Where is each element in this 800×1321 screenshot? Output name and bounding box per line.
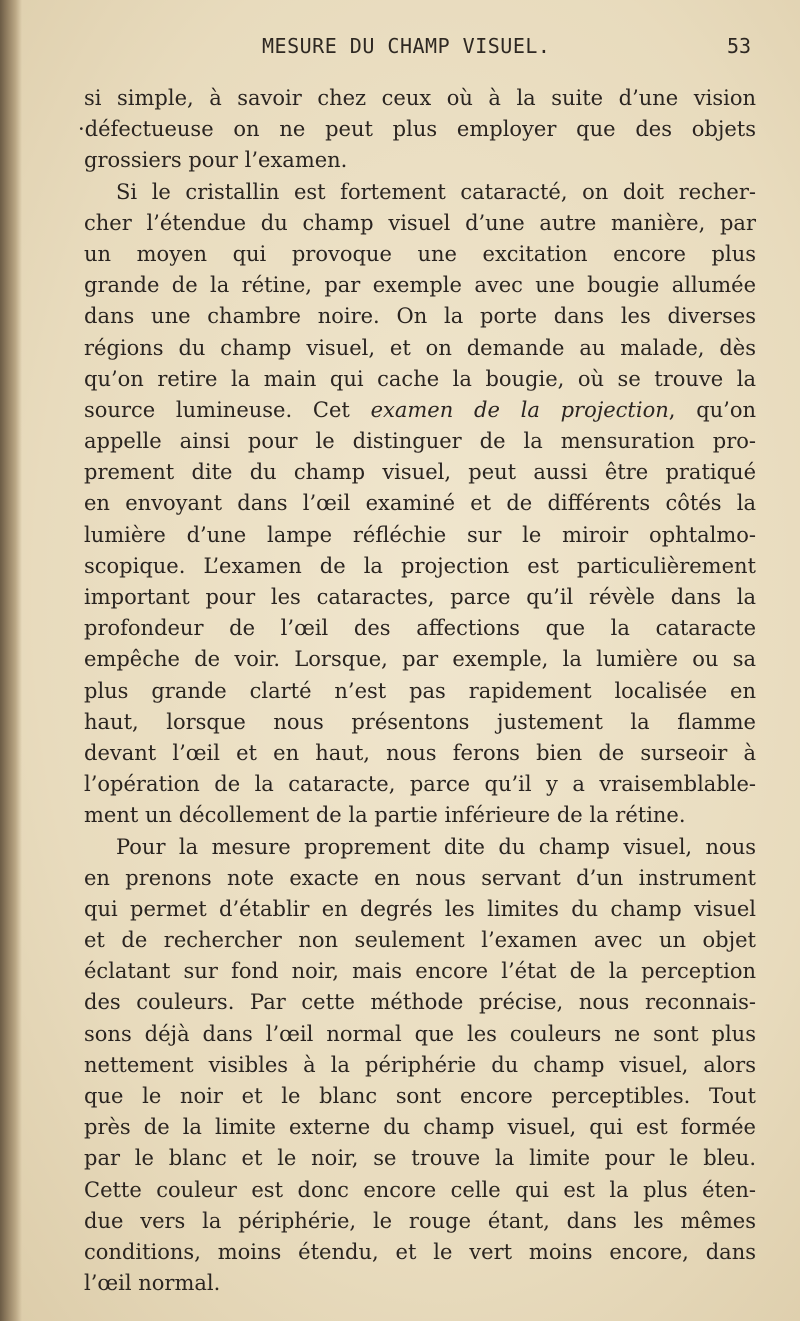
text-line: que le noir et le blanc sont encore perceptibles. Tout bbox=[84, 1084, 756, 1108]
text-line: prement dite du champ visuel, peut aussi être pratiqué bbox=[84, 460, 756, 485]
italic-term: examen de la projection bbox=[370, 397, 669, 422]
text-line: éclatant sur fond noir, mais encore l’état de la perception bbox=[84, 959, 756, 984]
text-line: un moyen qui provoque une excitation encore plus bbox=[84, 241, 756, 266]
page-number: 53 bbox=[727, 34, 752, 58]
text-line: Cette couleur est donc encore celle qui est la plus éten- bbox=[84, 1177, 756, 1202]
text-line: plus grande clarté n’est pas rapidement localisée en bbox=[84, 678, 756, 703]
text-line: l’œil normal. bbox=[84, 1271, 221, 1296]
text-line: empêche de voir. Lorsque, par exemple, la lumière ou sa bbox=[84, 647, 756, 672]
paragraph-start-line: Si le cristallin est fortement cataracté, on doit recher- bbox=[116, 179, 756, 204]
text-line: grossiers pour l’examen. bbox=[84, 148, 348, 173]
text-line: et de rechercher non seulement l’examen avec un objet bbox=[84, 928, 756, 953]
text-line: due vers la périphérie, le rouge étant, dans les mêmes bbox=[84, 1208, 756, 1233]
text-line: cher l’étendue du champ visuel d’une autre manière, par bbox=[84, 210, 756, 235]
text-segment: source lumineuse. Cet bbox=[84, 397, 371, 422]
text-line: près de la limite externe du champ visuel, qui est formée bbox=[84, 1115, 756, 1140]
text-line: ·défectueuse on ne peut plus employer que des objets bbox=[78, 117, 756, 142]
text-line: l’opération de la cataracte, parce qu’il y a vraisemblable- bbox=[84, 772, 756, 797]
text-line-with-italic bbox=[84, 395, 756, 426]
running-title: MESURE DU CHAMP VISUEL. bbox=[262, 34, 551, 58]
text-segment: , qu’on bbox=[668, 397, 756, 422]
text-line: qu’on retire la main qui cache la bougie, où se trouve la bbox=[84, 366, 756, 391]
text-line: si simple, à savoir chez ceux où à la suite d’une vision bbox=[84, 86, 756, 110]
body-text bbox=[78, 83, 756, 1299]
text-line: par le blanc et le noir, se trouve la limite pour le bleu. bbox=[84, 1146, 756, 1171]
text-line: conditions, moins étendu, et le vert moins encore, dans bbox=[84, 1239, 756, 1264]
text-line: haut, lorsque nous présentons justement la flamme bbox=[84, 709, 756, 734]
text-line: devant l’œil et en haut, nous ferons bien de surseoir à bbox=[84, 740, 756, 765]
text-line: scopique. L’examen de la projection est particulièrement bbox=[84, 553, 756, 578]
text-line: profondeur de l’œil des affections que la cataracte bbox=[84, 616, 756, 641]
text-line: des couleurs. Par cette méthode précise, nous reconnais- bbox=[84, 990, 756, 1015]
text-line: lumière d’une lampe réfléchie sur le miroir ophtalmo- bbox=[84, 522, 756, 547]
text-line: nettement visibles à la périphérie du champ visuel, alors bbox=[84, 1052, 756, 1077]
text-line: dans une chambre noire. On la porte dans les diverses bbox=[84, 304, 756, 329]
paragraph-start-line: Pour la mesure proprement dite du champ visuel, nous bbox=[116, 834, 756, 859]
binding-gutter bbox=[0, 0, 22, 1321]
text-line: en prenons note exacte en nous servant d’un instrument bbox=[84, 865, 756, 890]
text-line: grande de la rétine, par exemple avec une bougie allumée bbox=[84, 273, 756, 298]
text-line: sons déjà dans l’œil normal que les couleurs ne sont plus bbox=[84, 1021, 756, 1046]
text-line: qui permet d’établir en degrés les limites du champ visuel bbox=[84, 896, 756, 921]
text-line: appelle ainsi pour le distinguer de la mensuration pro- bbox=[84, 429, 756, 454]
text-line: important pour les cataractes, parce qu’il révèle dans la bbox=[84, 585, 756, 609]
text-line: ment un décollement de la partie inférieure de la rétine. bbox=[84, 803, 686, 828]
text-line: régions du champ visuel, et on demande au malade, dès bbox=[84, 335, 756, 360]
text-line: en envoyant dans l’œil examiné et de différents côtés la bbox=[84, 491, 756, 516]
